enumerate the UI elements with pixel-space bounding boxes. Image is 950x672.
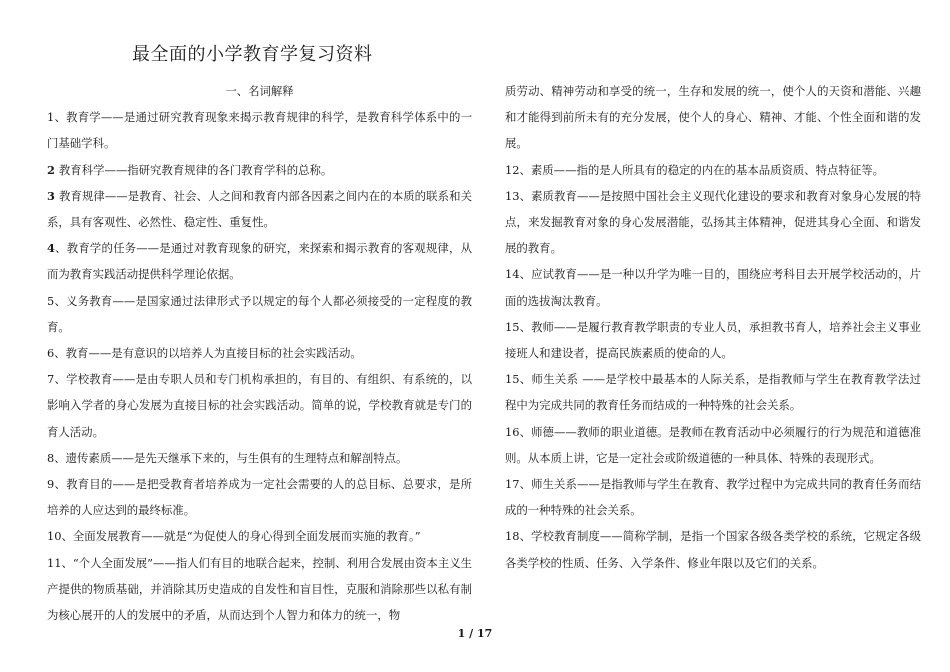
- definition-entry: [505, 183, 921, 262]
- entry-text: 教育规律——是教育、社会、人之间和教育内部各因素之间内在的本质的联系和关系，具有客观性、必然性、稳定性、重复性。: [47, 188, 472, 230]
- definition-entry: [47, 183, 472, 235]
- entry-number: 17、: [505, 477, 532, 492]
- entry-text: 素质教育——是按照中国社会主义现代化建设的要求和教育对象身心发展的特点，来发掘教育对象的身心发展潜能，弘扬其主体精神，促进其身心全面、和谐发展的教育。: [505, 188, 921, 256]
- entry-text: 师生关系——是指教师与学生在教育、教学过程中为完成共同的教育任务而结成的一种特殊的社会关系。: [505, 477, 921, 518]
- right-column: [505, 78, 921, 576]
- entry-text: 教育目的——是把受教育者培养成为一定社会需要的人的总目标、总要求，是所培养的人应达到的最终标准。: [47, 477, 472, 518]
- entry-number: 13、: [505, 188, 532, 203]
- entry-number: 3: [47, 188, 59, 203]
- entry-text: 师德——教师的职业道德。是教师在教育活动中必须履行的行为规范和道德准则。从本质上讲，它是一定社会或阶级道德的一种具体、特殊的表现形式。: [505, 424, 921, 465]
- definition-entry: [505, 419, 921, 471]
- definition-entry: [47, 235, 472, 287]
- entry-number: 2: [47, 162, 59, 177]
- entry-text: 学校教育——是由专职人员和专门机构承担的，有目的、有组织、有系统的，以影响入学者的身心发展为直接目标的社会实践活动。简单的说，学校教育就是专门的育人活动。: [47, 372, 472, 439]
- definition-entry: [47, 340, 472, 366]
- entry-number: 5、: [47, 293, 67, 308]
- definition-entry: [505, 78, 921, 157]
- page-indicator: 1 / 17: [457, 627, 493, 640]
- left-column: [47, 78, 472, 628]
- entry-text: 应试教育——是一种以升学为唯一目的，围绕应考科目去开展学校活动的，片面的选拔淘汰教育。: [505, 267, 921, 308]
- document-title: 最全面的小学教育学复习资料: [132, 44, 373, 65]
- entry-text: 素质——指的是人所具有的稳定的内在的基本品质资质、特点特征等。: [530, 162, 885, 177]
- definition-entry: [47, 104, 472, 156]
- definition-entry: [47, 157, 472, 183]
- entry-number: 1、: [47, 110, 67, 125]
- section-heading: 一、名词解释: [225, 84, 294, 98]
- definition-entry: [47, 471, 472, 523]
- entry-number: 4: [47, 241, 55, 256]
- entry-text: “个人全面发展”——指人们有目的地联合起来，控制、利用合发展由资本主义生产提供的物质基础，并消除其历史造成的自发性和盲目性，克服和消除那些以私有制为核心展开的人的发展中的矛盾，从而达到个人智力和体力的统一，物: [47, 555, 472, 623]
- entry-text: 教育学——是通过研究教育现象来揭示教育规律的科学，是教育科学体系中的一门基础学科。: [47, 110, 472, 151]
- entry-text: 义务教育——是国家通过法律形式予以规定的每个人都必须接受的一定程度的教育。: [47, 293, 472, 334]
- definition-entry: [505, 523, 921, 575]
- definition-entry: [47, 523, 472, 549]
- entry-number: 11、: [47, 555, 73, 570]
- entry-number: 15、: [505, 319, 532, 334]
- entry-text: 学校教育制度——简称学制，是指一个国家各级各类学校的系统，它规定各级各类学校的性质、任务、入学条件、修业年限以及它们的关系。: [505, 529, 921, 570]
- definition-entry: [47, 366, 472, 445]
- definition-entry: [505, 314, 921, 366]
- entry-number: 10、: [47, 529, 73, 544]
- entry-number: 16、: [505, 424, 532, 439]
- definition-entry: [505, 366, 921, 418]
- entry-text: 教育——是有意识的以培养人为直接目标的社会实践活动。: [65, 346, 362, 361]
- entry-number: 12、: [505, 162, 531, 177]
- entry-text: 全面发展教育——就是“为促使人的身心得到全面发展而实施的教育。”: [72, 529, 421, 544]
- entry-text: 质劳动、精神劳动和享受的统一，生存和发展的统一，使个人的天资和潜能、兴趣和才能得到前所未有的充分发展，使个人的身心、精神、才能、个性全面和谐的发展。: [505, 84, 921, 151]
- entry-text: 师生关系 ——是学校中最基本的人际关系，是指教师与学生在教育教学法过程中为完成共同的教育任务而结成的一种特殊的社会关系。: [505, 372, 921, 413]
- definition-entry: [47, 445, 472, 471]
- entry-number: 15、: [505, 372, 532, 387]
- definition-entry: [47, 288, 472, 340]
- entry-number: 18、: [505, 529, 532, 544]
- definition-entry: [505, 157, 921, 183]
- entry-text: 、教育学的任务——是通过对教育现象的研究，来探索和揭示教育的客观规律，从而为教育实践活动提供科学理论依据。: [47, 241, 472, 282]
- entry-number: 6、: [47, 346, 66, 361]
- entry-text: 教师——是履行教育教学职责的专业人员，承担教书育人，培养社会主义事业接班人和建设者，提高民族素质的使命的人。: [505, 319, 921, 361]
- definition-entry: [47, 550, 472, 629]
- entry-number: 14、: [505, 267, 532, 282]
- entry-number: 8、: [47, 450, 66, 465]
- entry-text: 遗传素质——是先天继承下来的，与生俱有的生理特点和解剖特点。: [65, 450, 408, 465]
- entry-number: 9、: [47, 477, 67, 492]
- definition-entry: [505, 261, 921, 313]
- entry-number: 7、: [47, 372, 67, 387]
- definition-entry: [505, 471, 921, 523]
- entry-text: 教育科学——指研究教育规律的各门教育学科的总称。: [58, 162, 333, 177]
